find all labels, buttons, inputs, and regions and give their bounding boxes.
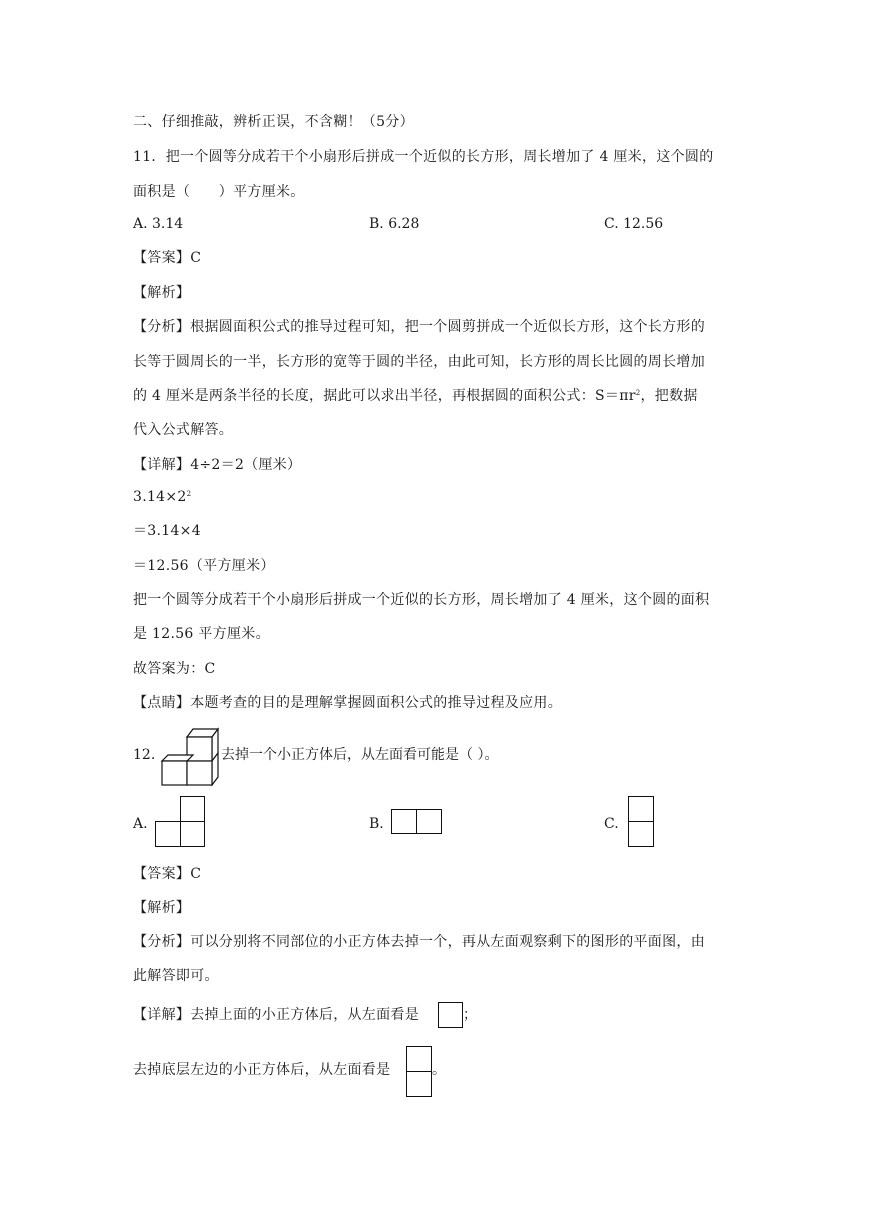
square-cell: [628, 796, 654, 822]
q11-option-b: B. 6.28: [369, 216, 420, 232]
q12-cube-figure: [160, 724, 222, 786]
q11-analysis-line3-text: 的 4 厘米是两条半径的长度，据此可以求出半径，再根据圆的面积公式：S＝πr: [133, 388, 636, 404]
q11-detail-line7: 故答案为：C: [133, 661, 216, 677]
q11-jiexi: 【解析】: [133, 285, 191, 301]
q12-stem: 去掉一个小正方体后，从左面看可能是（ ）。: [221, 747, 499, 763]
q11-stem-line1: 11．把一个圆等分成若干个小扇形后拼成一个近似的长方形，周长增加了 4 厘米，这个圆的: [133, 149, 714, 165]
q11-detail-line5: 把一个圆等分成若干个小扇形后拼成一个近似的长方形，周长增加了 4 厘米，这个圆的面积: [133, 592, 710, 608]
q11-analysis-line4: 代入公式解答。: [133, 422, 234, 438]
section-heading: 二、仔细推敲，辨析正误，不含糊！（5分）: [133, 114, 414, 130]
q12-detail-line2-end: 。: [432, 1062, 446, 1078]
q11-detail-line2: [133, 487, 191, 507]
q12-option-a-label: A.: [133, 816, 148, 832]
q11-answer: 【答案】C: [133, 250, 202, 266]
square-cell: [406, 1071, 432, 1097]
q12-detail-line2: 去掉底层左边的小正方体后，从左面看是: [133, 1062, 391, 1078]
cube-stack-figure: [160, 724, 222, 786]
q11-analysis-line2: 长等于圆周长的一半，长方形的宽等于圆的半径，由此可知，长方形的周长比圆的周长增加: [133, 354, 705, 370]
q11-analysis-line1: 【分析】根据圆面积公式的推导过程可知，把一个圆剪拼成一个近似长方形，这个长方形的: [133, 319, 705, 335]
q12-jiexi: 【解析】: [133, 900, 191, 916]
square-cell: [628, 821, 654, 847]
q11-option-c: C. 12.56: [604, 216, 664, 232]
superscript-two: 2: [635, 389, 641, 397]
square-cell: [155, 821, 181, 847]
q11-detail-line2-text: 3.14×2: [133, 489, 187, 505]
square-cell: [180, 796, 205, 822]
q12-number: 12.: [133, 747, 156, 763]
q11-analysis-line3-end: ，把数据: [640, 388, 698, 404]
q11-option-a: A. 3.14: [133, 216, 184, 232]
superscript-two: 2: [186, 490, 192, 498]
q11-dianjing: 【点睛】本题考查的目的是理解掌握圆面积公式的推导过程及应用。: [133, 695, 562, 711]
q12-detail-line1: 【详解】去掉上面的小正方体后，从左面看是: [133, 1007, 419, 1023]
q12-option-b-label: B.: [369, 816, 384, 832]
q11-detail-line1: 【详解】4÷2＝2（厘米）: [133, 457, 302, 473]
q12-option-c-label: C.: [604, 816, 619, 832]
q12-analysis-line2: 此解答即可。: [133, 968, 219, 984]
square-cell: [180, 821, 205, 847]
q12-detail-line1-end: ；: [463, 1007, 477, 1023]
q12-analysis-line1: 【分析】可以分别将不同部位的小正方体去掉一个，再从左面观察剩下的图形的平面图，由: [133, 934, 705, 950]
q11-stem-line2: 面积是（ ）平方厘米。: [133, 184, 305, 200]
q12-detail1-figure: [438, 1002, 463, 1028]
square-cell: [406, 1046, 432, 1072]
q11-detail-line4: ＝12.56（平方厘米）: [133, 558, 275, 574]
q11-detail-line6: 是 12.56 平方厘米。: [133, 626, 270, 642]
square-cell: [416, 809, 442, 834]
q12-answer: 【答案】C: [133, 866, 202, 882]
square-cell: [391, 809, 417, 834]
q11-analysis-line3: [133, 386, 698, 406]
q11-detail-line3: ＝3.14×4: [133, 523, 201, 539]
